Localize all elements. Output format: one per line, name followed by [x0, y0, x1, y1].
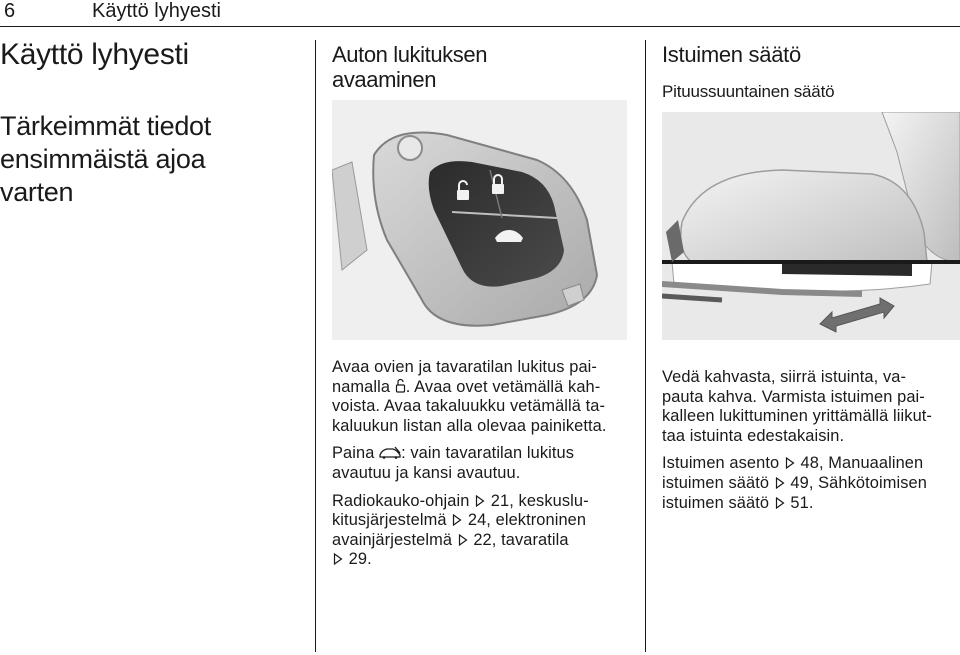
- unlock-icon: [395, 378, 406, 393]
- reference-arrow-icon: [333, 553, 343, 565]
- paragraph: Istuimen asento 48, Manuaalinen istuimen säätö 49, Sähkötoimisen istuimen säätö 51.: [662, 454, 927, 512]
- reference-arrow-icon: [785, 457, 795, 469]
- section-heading-unlocking: Auton lukituksen avaaminen: [332, 42, 488, 92]
- column-divider: [645, 40, 646, 652]
- section-subheading: Pituussuuntainen säätö: [662, 82, 835, 101]
- seat-text: [662, 368, 957, 521]
- chapter-subtitle: [0, 110, 300, 209]
- paragraph: Vedä kahvasta, siirrä istuinta, va- pauta kahva. Varmista istuimen pai- kalleen lukittuminen yrittämällä liikut- taa istuinta edestakaisin.: [662, 368, 932, 445]
- page-number: 6: [4, 0, 16, 22]
- subtitle-line: ensimmäistä ajoa: [0, 144, 206, 174]
- running-title: Käyttö lyhyesti: [92, 0, 221, 22]
- reference-arrow-icon: [458, 534, 468, 546]
- subtitle-line: varten: [0, 177, 74, 207]
- left-column: [0, 36, 300, 209]
- paragraph: Radiokauko-ohjain 21, keskuslu- kitusjärjestelmä 24, elektroninen avainjärjestelmä 22, tavaratila 29.: [332, 491, 589, 569]
- reference-arrow-icon: [475, 495, 485, 507]
- key-fob-illustration: [332, 100, 627, 340]
- reference-arrow-icon: [775, 477, 785, 489]
- seat-adjustment-illustration: [662, 112, 960, 340]
- paragraph: Paina : vain tavaratilan lukitus avautuu ja kansi avautuu.: [332, 444, 575, 482]
- paragraph: Avaa ovien ja tavaratilan lukitus pai- namalla . Avaa ovet vetämällä kah- voista. Avaa takaluukku vetämällä ta- kaluukun listan alla olevaa painiketta.: [332, 358, 607, 435]
- seat-drawing: [662, 112, 960, 340]
- trunk-icon: [379, 446, 401, 459]
- key-fob-drawing: [332, 100, 627, 340]
- unlocking-text: [332, 358, 627, 578]
- subtitle-line: Tärkeimmät tiedot: [0, 111, 211, 141]
- header-divider: [0, 26, 960, 27]
- reference-arrow-icon: [452, 514, 462, 526]
- section-heading-seat: Istuimen säätö: [662, 42, 801, 67]
- column-divider: [315, 40, 316, 652]
- reference-arrow-icon: [775, 497, 785, 509]
- chapter-title: Käyttö lyhyesti: [0, 38, 189, 71]
